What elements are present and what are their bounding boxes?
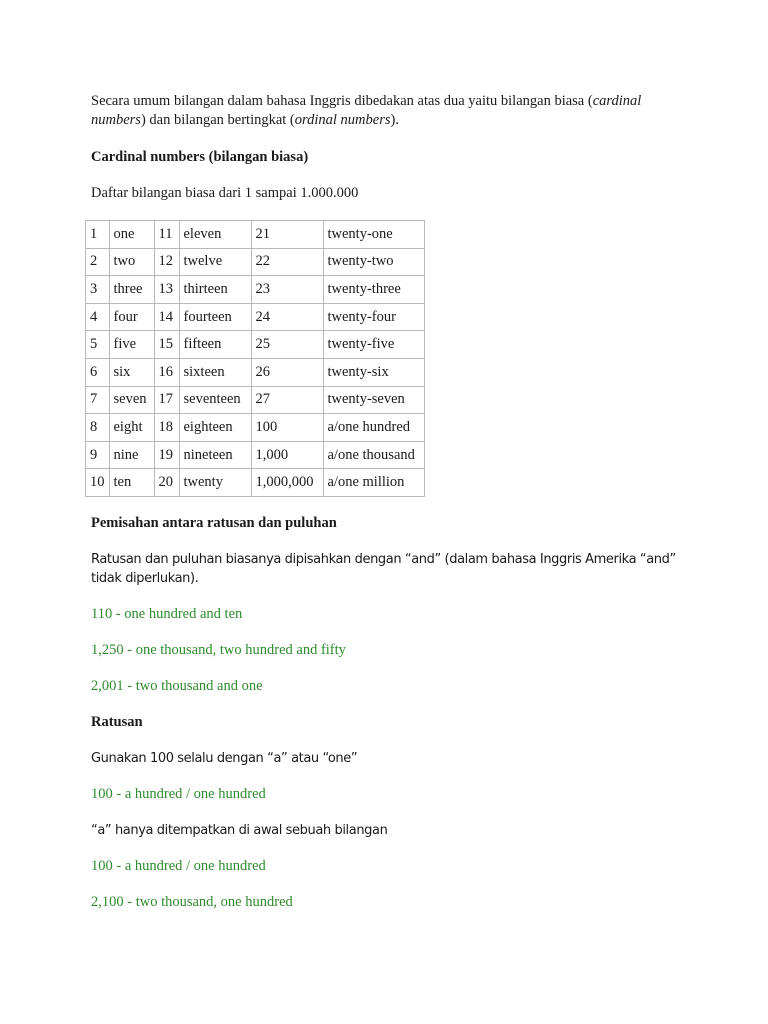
word-cell: fourteen xyxy=(180,304,252,332)
number-cell: 16 xyxy=(155,359,180,387)
hundreds-heading: Ratusan xyxy=(91,713,143,730)
number-cell: 27 xyxy=(252,387,324,415)
word-cell: five xyxy=(110,331,155,359)
word-cell: twenty-three xyxy=(324,276,425,304)
intro-text-1: Secara umum bilangan dalam bahasa Inggris dibedakan atas dua yaitu bilangan biasa ( xyxy=(91,93,593,109)
hundreds-text: Gunakan 100 selalu dengan “a” atau “one” xyxy=(91,750,358,766)
intro-text-3: ). xyxy=(390,112,399,128)
word-cell: twenty-six xyxy=(324,359,425,387)
table-row xyxy=(86,359,425,387)
number-cell: 12 xyxy=(155,249,180,277)
intro-paragraph xyxy=(91,92,681,130)
number-cell: 14 xyxy=(155,304,180,332)
table-row xyxy=(86,442,425,470)
example-line: 100 - a hundred / one hundred xyxy=(91,857,266,874)
number-cell: 26 xyxy=(252,359,324,387)
word-cell: three xyxy=(110,276,155,304)
word-cell: seventeen xyxy=(180,387,252,415)
word-cell: eleven xyxy=(180,221,252,249)
number-cell: 100 xyxy=(252,414,324,442)
word-cell: twenty-five xyxy=(324,331,425,359)
word-cell: twenty-four xyxy=(324,304,425,332)
number-cell: 10 xyxy=(86,469,110,497)
number-cell: 25 xyxy=(252,331,324,359)
word-cell: twenty-two xyxy=(324,249,425,277)
word-cell: nine xyxy=(110,442,155,470)
example-line: 2,100 - two thousand, one hundred xyxy=(91,893,293,910)
number-cell: 5 xyxy=(86,331,110,359)
number-cell: 21 xyxy=(252,221,324,249)
number-cell: 19 xyxy=(155,442,180,470)
number-cell: 7 xyxy=(86,387,110,415)
word-cell: sixteen xyxy=(180,359,252,387)
word-cell: twenty xyxy=(180,469,252,497)
table-row xyxy=(86,304,425,332)
intro-ordinal-term: ordinal numbers xyxy=(294,112,391,128)
number-cell: 23 xyxy=(252,276,324,304)
number-cell: 13 xyxy=(155,276,180,304)
word-cell: a/one hundred xyxy=(324,414,425,442)
number-cell: 11 xyxy=(155,221,180,249)
table-row xyxy=(86,249,425,277)
table-row xyxy=(86,387,425,415)
numbers-table xyxy=(85,220,425,497)
word-cell: a/one million xyxy=(324,469,425,497)
word-cell: eighteen xyxy=(180,414,252,442)
word-cell: twenty-seven xyxy=(324,387,425,415)
number-cell: 18 xyxy=(155,414,180,442)
table-row xyxy=(86,331,425,359)
number-cell: 9 xyxy=(86,442,110,470)
word-cell: six xyxy=(110,359,155,387)
word-cell: one xyxy=(110,221,155,249)
number-cell: 1,000,000 xyxy=(252,469,324,497)
number-cell: 1,000 xyxy=(252,442,324,470)
intro-text-2: ) dan bilangan bertingkat ( xyxy=(140,112,295,128)
number-cell: 24 xyxy=(252,304,324,332)
word-cell: two xyxy=(110,249,155,277)
table-row xyxy=(86,414,425,442)
number-cell: 6 xyxy=(86,359,110,387)
table-row xyxy=(86,469,425,497)
table-row xyxy=(86,221,425,249)
number-cell: 17 xyxy=(155,387,180,415)
example-line: 100 - a hundred / one hundred xyxy=(91,785,266,802)
word-cell: twenty-one xyxy=(324,221,425,249)
word-cell: eight xyxy=(110,414,155,442)
number-cell: 22 xyxy=(252,249,324,277)
table-row xyxy=(86,276,425,304)
number-cell: 2 xyxy=(86,249,110,277)
number-cell: 1 xyxy=(86,221,110,249)
example-line: 1,250 - one thousand, two hundred and fifty xyxy=(91,641,346,658)
word-cell: nineteen xyxy=(180,442,252,470)
numbers-table-body xyxy=(86,221,425,497)
number-cell: 15 xyxy=(155,331,180,359)
word-cell: a/one thousand xyxy=(324,442,425,470)
number-cell: 3 xyxy=(86,276,110,304)
a-position-text: “a” hanya ditempatkan di awal sebuah bilangan xyxy=(91,822,388,838)
word-cell: twelve xyxy=(180,249,252,277)
separation-heading: Pemisahan antara ratusan dan puluhan xyxy=(91,514,337,531)
example-line: 2,001 - two thousand and one xyxy=(91,677,263,694)
word-cell: four xyxy=(110,304,155,332)
word-cell: seven xyxy=(110,387,155,415)
word-cell: thirteen xyxy=(180,276,252,304)
word-cell: ten xyxy=(110,469,155,497)
number-cell: 20 xyxy=(155,469,180,497)
separation-text: Ratusan dan puluhan biasanya dipisahkan dengan “and” (dalam bahasa Inggris Amerika “and” tidak diperlukan). xyxy=(91,551,676,586)
cardinal-heading: Cardinal numbers (bilangan biasa) xyxy=(91,149,309,165)
document-page xyxy=(91,92,681,929)
number-cell: 4 xyxy=(86,304,110,332)
list-intro-text: Daftar bilangan biasa dari 1 sampai 1.000.000 xyxy=(91,185,359,201)
intro-cardinal-term: cardinal numbers xyxy=(91,93,642,128)
example-line: 110 - one hundred and ten xyxy=(91,605,243,622)
number-cell: 8 xyxy=(86,414,110,442)
word-cell: fifteen xyxy=(180,331,252,359)
